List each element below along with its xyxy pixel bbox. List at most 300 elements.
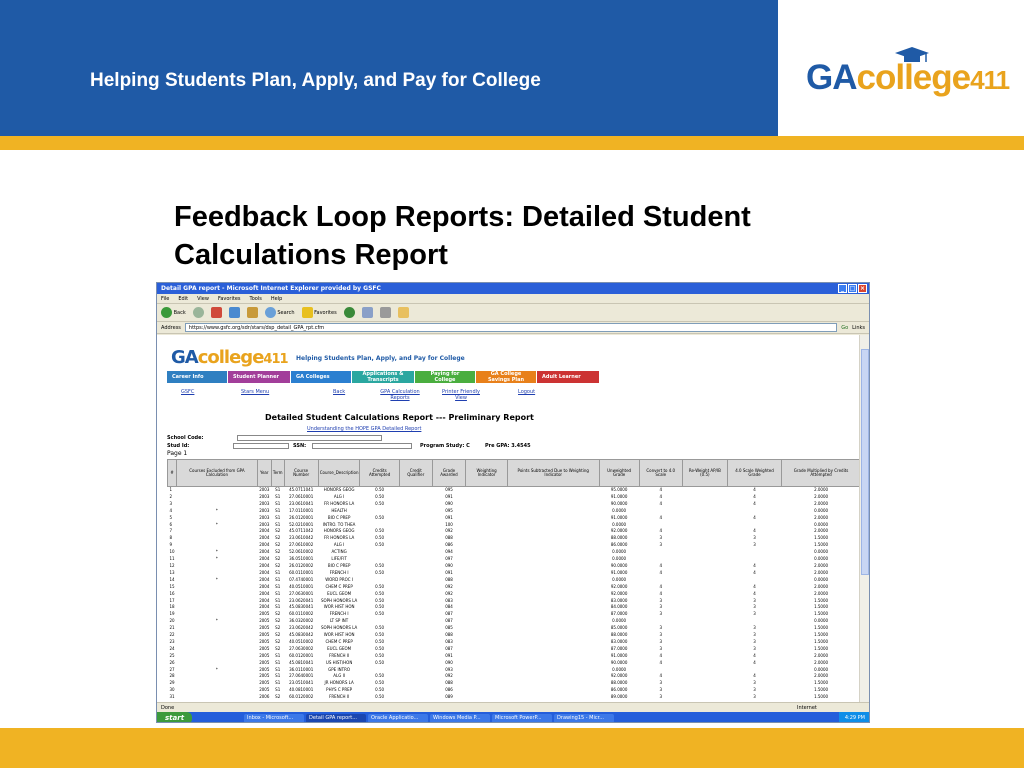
forward-arrow-icon[interactable] [193,307,204,318]
table-cell: 45.0711041 [289,487,314,492]
table-cell: 4 [659,590,663,596]
link-logout[interactable]: Logout [518,389,536,395]
table-cell [177,494,258,501]
table-cell [507,694,599,701]
table-cell [466,646,508,653]
table-cell: 12 [169,562,175,568]
table-cell: 11 [169,556,175,562]
table-cell [507,591,599,598]
table-cell [177,660,258,667]
table-cell: SOPH HONORS LA [320,625,358,631]
table-cell: 4 [169,507,173,513]
table-cell: 0.50 [375,652,385,658]
maximize-icon[interactable]: □ [849,285,856,292]
table-cell: 2003 [259,500,270,506]
table-row [168,563,861,570]
table-cell: 0.0000 [612,521,627,527]
table-cell [177,673,258,680]
table-cell: 2004 [259,535,270,541]
table-cell: 3 [753,638,756,644]
column-header: Course Number [284,460,318,487]
table-cell: 083 [445,597,453,603]
stop-icon[interactable] [211,307,222,318]
nav-career-info[interactable]: Career Info [167,371,227,383]
table-cell: 087 [445,618,453,624]
table-row [168,535,861,542]
table-cell [360,556,399,563]
table-cell: 095 [445,507,453,513]
table-cell: 086 [445,542,453,548]
table-cell: 0.0000 [814,556,829,562]
table-cell [682,542,727,549]
table-cell: 1.5000 [814,542,829,548]
table-cell: 23.0620041 [289,597,314,603]
table-cell [507,542,599,549]
table-cell: 086 [445,687,453,693]
table-cell [399,660,432,667]
table-cell [399,487,432,494]
table-cell [360,508,399,515]
table-cell: * [215,521,218,527]
status-text: Done [161,705,175,711]
table-cell [639,667,682,674]
table-cell: S1 [275,493,281,499]
print-icon[interactable] [380,307,391,318]
clock: 4:29 PM [844,715,865,721]
ssn-field [312,443,412,449]
search-button[interactable]: Search [265,304,295,322]
table-cell [466,639,508,646]
table-cell: 0.50 [375,611,385,617]
refresh-icon[interactable] [229,307,240,318]
table-cell: 2.0000 [814,528,829,534]
table-cell: 3 [753,694,756,700]
table-cell: 87.0000 [610,645,628,651]
folder-icon[interactable] [398,307,409,318]
table-cell [507,632,599,639]
table-cell [399,556,432,563]
table-cell: 092 [445,528,453,534]
table-cell: S1 [275,583,281,589]
nav-savings-plan[interactable]: GA College Savings Plan [476,371,536,383]
table-cell: 90.0000 [610,500,628,506]
table-cell: * [215,507,218,513]
table-cell: 3 [753,597,756,603]
table-cell [507,625,599,632]
table-cell [682,591,727,598]
table-cell: 2004 [259,576,270,582]
table-cell: 2005 [259,666,270,672]
task-inbox[interactable]: Inbox - Microsoft... [244,714,304,723]
table-cell: 0.0000 [612,556,627,562]
table-cell: LT SP INT [329,618,349,624]
table-row [168,549,861,556]
home-icon[interactable] [247,307,258,318]
column-header: Grade Multiplied by Credits Attempted [782,460,861,487]
table-cell: 13 [169,569,175,575]
column-header: Unweighted Grade [599,460,639,487]
table-cell [466,487,508,494]
table-cell [177,653,258,660]
table-cell: PHYS C PREP [326,687,353,693]
links-label[interactable]: Links [852,324,865,331]
table-cell [177,625,258,632]
table-cell: 2005 [259,673,270,679]
table-cell: 88.0000 [610,535,628,541]
table-cell: 4 [753,500,756,506]
table-cell: * [215,618,218,624]
table-cell [507,556,599,563]
table-cell: 4 [753,493,756,499]
table-cell [177,611,258,618]
table-row [168,625,861,632]
table-cell: 4 [659,569,663,575]
table-cell: 093 [445,666,453,672]
media-icon[interactable] [344,307,355,318]
menu-favorites[interactable]: Favorites [217,296,241,302]
table-cell [360,522,399,529]
link-back[interactable]: Back [333,389,346,395]
table-cell: 0.50 [375,583,385,589]
table-cell [507,508,599,515]
column-header: Courses Excluded from GPA Calculation [177,460,258,487]
menu-file[interactable]: File [161,296,170,302]
table-cell [360,549,399,556]
task-detail-gpa[interactable]: Detail GPA report... [306,714,366,723]
column-header: Credit Qualifier [399,460,432,487]
table-cell [682,618,727,625]
table-cell: 18 [169,604,175,610]
table-cell [399,577,432,584]
table-cell [507,667,599,674]
table-cell: ALG I [333,493,345,499]
table-cell: 2.0000 [814,487,829,492]
program-study: Program Study: C [420,443,470,449]
table-cell: BIO C PREP [327,562,351,568]
table-cell: 36.0110001 [289,666,314,672]
table-cell: 088 [445,535,453,541]
menu-help[interactable]: Help [270,296,283,302]
table-cell: 24 [169,645,175,651]
nav-applications[interactable]: Applications & Transcripts [352,371,414,383]
table-cell [466,673,508,680]
table-cell: 8 [169,535,173,541]
table-cell: S1 [275,680,281,686]
table-cell [177,487,258,494]
table-cell: 17.0110001 [289,507,314,513]
table-cell: FRENCH II [329,652,350,658]
table-cell [682,625,727,632]
table-cell: ACTING [331,549,347,555]
table-cell [399,501,432,508]
table-cell [177,604,258,611]
table-cell [399,673,432,680]
table-cell: 2006 [259,694,270,700]
nav-student-planner[interactable]: Student Planner [228,371,290,383]
table-cell: 0.0000 [814,521,829,527]
table-cell: 52.0210001 [289,521,314,527]
table-cell: S2 [275,535,281,541]
table-cell: S2 [275,694,281,700]
table-cell: 4 [753,514,756,520]
nav-ga-colleges[interactable]: GA Colleges [291,371,351,383]
table-cell: HEALTH [331,507,347,513]
menu-edit[interactable]: Edit [178,296,189,302]
start-button[interactable]: start [157,712,192,723]
address-input[interactable]: https://www.gsfc.org/sdr/stars/dsp_detail_GPA_rpt.cfm [185,323,837,332]
table-row [168,522,861,529]
table-cell: 29 [169,680,175,686]
table-row [168,508,861,515]
back-button[interactable]: Back [161,304,186,322]
task-powerpoint[interactable]: Microsoft PowerP... [492,714,552,723]
table-cell [466,542,508,549]
table-cell [399,515,432,522]
go-button[interactable]: Go [841,324,849,331]
report-help-link[interactable]: Understanding the HOPE GPA Detailed Report [307,426,422,432]
table-cell: ALG I [333,542,345,548]
table-cell [177,646,258,653]
close-icon[interactable]: × [859,285,866,292]
table-cell: 2005 [259,652,270,658]
gpa-table-header [168,460,861,487]
table-cell: 2005 [259,645,270,651]
table-cell: 92.0000 [610,583,628,589]
table-cell: S1 [275,652,281,658]
table-cell [466,528,508,535]
star-icon [302,307,313,318]
table-cell: 1.5000 [814,687,829,693]
table-cell: 1 [169,487,173,492]
column-header: Weighting Indicator [466,460,508,487]
table-cell: 27.0630001 [289,590,314,596]
table-cell [727,667,781,674]
table-cell [399,528,432,535]
table-cell [399,694,432,701]
table-cell [507,660,599,667]
table-cell [639,508,682,515]
table-cell: 1.5000 [814,632,829,638]
link-stars-menu[interactable]: Stars Menu [241,389,270,395]
table-cell: EUCL GEOM [327,645,352,651]
table-cell [399,584,432,591]
vertical-scrollbar[interactable] [859,335,869,702]
menu-view[interactable]: View [197,296,209,302]
table-cell [682,508,727,515]
stud-id-field [233,443,289,449]
table-cell: 091 [445,514,453,520]
mail-icon[interactable] [362,307,373,318]
table-row [168,577,861,584]
table-cell: 085 [445,625,453,631]
table-cell: 60.0110001 [289,569,314,575]
table-cell [177,598,258,605]
table-cell: 3 [659,645,663,651]
table-cell [399,687,432,694]
table-cell [682,660,727,667]
table-cell: 0.50 [375,604,385,610]
table-cell: 45.0711042 [289,528,314,534]
table-cell [682,598,727,605]
link-printer-friendly[interactable]: Printer Friendly View [442,389,480,401]
table-cell: SOPH HONORS LA [320,597,358,603]
table-cell [177,501,258,508]
table-cell: GPE INTRO [328,666,351,672]
column-header: Course_Description [318,460,360,487]
report-title: Detailed Student Calculations Report --- Preliminary Report [265,413,534,422]
table-cell: 26.0120002 [289,562,314,568]
table-cell [682,515,727,522]
table-cell: 4 [659,487,663,492]
browser-toolbar [157,304,869,322]
table-cell [507,563,599,570]
table-cell: S1 [275,576,281,582]
table-cell: 2003 [259,507,270,513]
table-cell [507,487,599,494]
link-gsfc[interactable]: GSFC [181,389,195,395]
favorites-button[interactable]: Favorites [302,304,337,322]
table-cell: 6 [169,521,173,527]
table-cell [466,577,508,584]
table-cell [639,556,682,563]
table-cell: 92.0000 [610,590,628,596]
table-cell: 095 [445,487,453,492]
table-cell: 92.0000 [610,673,628,679]
table-cell [466,667,508,674]
table-cell: 0.50 [375,625,385,631]
table-cell: 2003 [259,521,270,527]
nav-paying-for-college[interactable]: Paying for College [415,371,475,383]
table-cell [507,611,599,618]
table-cell: 0.0000 [612,618,627,624]
table-cell [682,653,727,660]
table-cell [682,584,727,591]
table-cell [507,494,599,501]
table-cell [466,501,508,508]
table-cell: 092 [445,673,453,679]
table-cell: 2004 [259,583,270,589]
table-cell: 2004 [259,528,270,534]
table-cell [507,549,599,556]
table-cell: 0.50 [375,542,385,548]
table-cell: 0.0000 [814,549,829,555]
table-cell: 36.0510001 [289,556,314,562]
menu-bar [157,294,869,304]
table-cell: 40.0810001 [289,687,314,693]
table-cell: S1 [275,569,281,575]
table-cell: S2 [275,556,281,562]
table-cell: 0.50 [375,680,385,686]
site-tagline: Helping Students Plan, Apply, and Pay for College [296,355,465,362]
table-cell: 2.0000 [814,500,829,506]
table-cell: 36.0320002 [289,618,314,624]
table-cell: 3 [659,611,663,617]
table-cell: 20 [169,618,175,624]
table-cell: S1 [275,687,281,693]
table-cell: 097 [445,556,453,562]
table-cell: 30 [169,687,175,693]
table-cell [507,570,599,577]
table-cell: FR HONORS LA [323,500,355,506]
table-cell: S2 [275,611,281,617]
table-cell: 91.0000 [610,493,628,499]
minimize-icon[interactable]: _ [838,284,847,293]
table-cell [399,591,432,598]
table-cell: 4 [753,528,756,534]
table-cell: 2.0000 [814,514,829,520]
link-gpa-calculation-reports[interactable]: GPA Calculation Reports [380,389,420,401]
table-cell: 083 [445,638,453,644]
table-cell: 83.0000 [610,638,628,644]
table-cell [682,528,727,535]
table-cell: S1 [275,673,281,679]
table-cell: 100 [445,521,453,527]
table-cell [727,508,781,515]
table-row [168,618,861,625]
table-cell: 0.0000 [814,666,829,672]
table-cell [507,584,599,591]
table-cell: 4 [659,528,663,534]
table-cell: S1 [275,521,281,527]
site-logo[interactable]: GAcollege411 [171,347,288,368]
scrollbar-thumb[interactable] [861,349,869,575]
table-cell [466,515,508,522]
table-cell: 3 [169,500,173,506]
table-cell [399,646,432,653]
table-cell [399,632,432,639]
table-cell: FR HONORS LA [323,535,355,541]
table-row [168,687,861,694]
table-row [168,653,861,660]
table-row [168,667,861,674]
table-cell: 1.5000 [814,597,829,603]
table-cell: 27.0610002 [289,542,314,548]
table-cell: 1.5000 [814,611,829,617]
table-cell [466,535,508,542]
table-cell: 14 [169,576,175,582]
table-cell: 89.0000 [610,694,628,700]
table-cell: 1.5000 [814,604,829,610]
table-cell [399,535,432,542]
task-drawing15[interactable]: Drawing15 - Micr... [554,714,614,723]
table-cell [507,598,599,605]
table-cell [466,570,508,577]
table-cell: 0.50 [375,659,385,665]
table-row [168,584,861,591]
table-cell: 88.0000 [610,632,628,638]
table-cell: WORD PROC I [325,576,354,582]
table-cell: 3 [753,542,756,548]
table-cell: 4 [659,562,663,568]
table-cell: INTRO. TO THEA [322,521,356,527]
nav-adult-learner[interactable]: Adult Learner [537,371,599,383]
table-cell: S2 [275,542,281,548]
table-cell: 089 [445,694,453,700]
table-cell: 5 [169,514,173,520]
table-cell: 27.0640001 [289,673,314,679]
table-cell: 4 [659,493,663,499]
task-windows-media[interactable]: Windows Media P... [430,714,490,723]
slide-title: Feedback Loop Reports: Detailed Student Calculations Report [174,201,751,271]
table-cell [682,570,727,577]
task-oracle[interactable]: Oracle Applicatio... [368,714,428,723]
menu-tools[interactable]: Tools [249,296,262,302]
table-cell: S2 [275,632,281,638]
table-cell: 091 [445,493,453,499]
table-row [168,570,861,577]
table-cell: 2004 [259,562,270,568]
table-row [168,487,861,494]
